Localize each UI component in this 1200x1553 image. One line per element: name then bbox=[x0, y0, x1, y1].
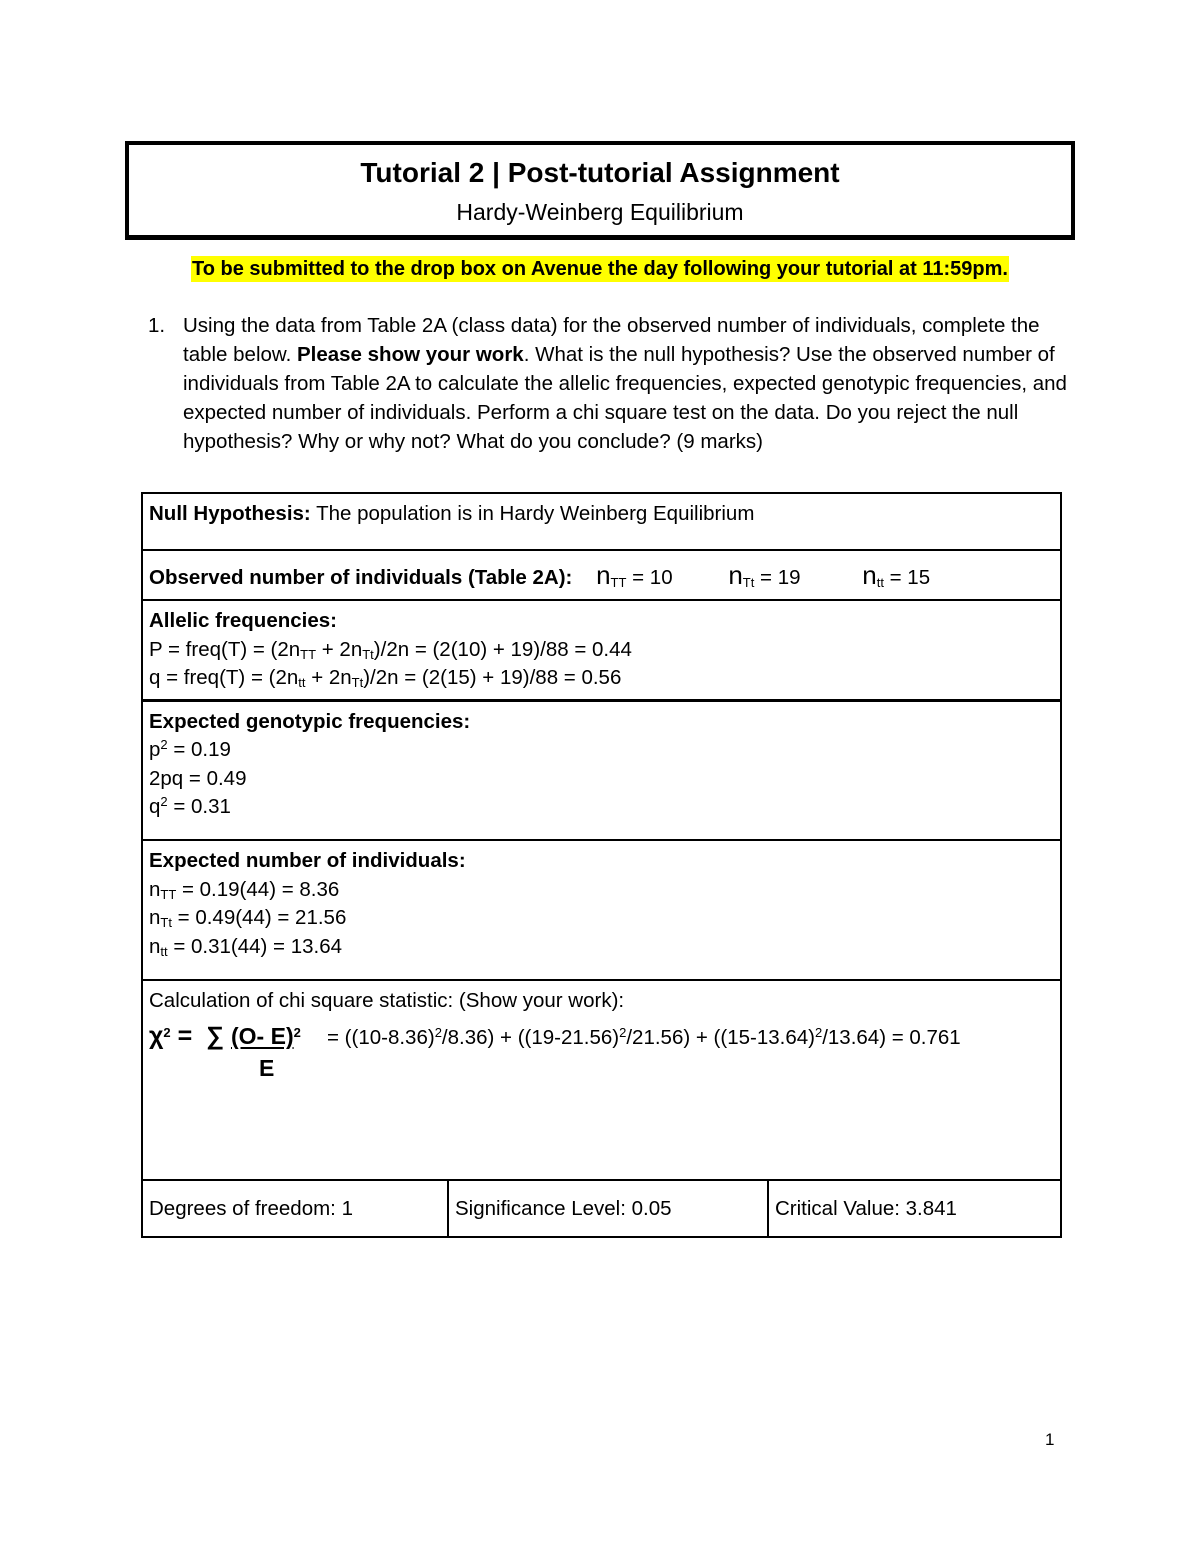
sub-Tt: Tt bbox=[742, 575, 755, 590]
pq-line: 2pq = 0.49 bbox=[149, 766, 247, 790]
observed-cell bbox=[142, 550, 1061, 600]
chi-square-row bbox=[142, 980, 1061, 1180]
sub-TT: TT bbox=[300, 646, 317, 662]
exp-2: 2 bbox=[160, 737, 168, 752]
obs-tt-value: = 15 bbox=[889, 566, 931, 589]
expected-label: Expected number of individuals: bbox=[149, 849, 466, 872]
exp-Tt-line bbox=[149, 904, 1054, 933]
exp-2: 2 bbox=[163, 1024, 171, 1040]
page-number: 1 bbox=[1045, 1430, 1055, 1449]
chi-square-label: Calculation of chi square statistic: (Show your work): bbox=[149, 989, 625, 1012]
question-text bbox=[183, 311, 1068, 456]
chi-calc-3: /21.56) + ((15-13.64) bbox=[626, 1025, 815, 1049]
allelic-row bbox=[142, 600, 1061, 700]
allelic-p-b: + 2n bbox=[316, 637, 363, 661]
n-symbol: n bbox=[149, 906, 161, 929]
n-symbol: n bbox=[149, 877, 161, 901]
exp-tt-value: = 0.31(44) = 13.64 bbox=[167, 934, 343, 958]
degrees-of-freedom: Degrees of freedom: 1 bbox=[142, 1180, 448, 1237]
allelic-p-c: )/2n = (2(10) + 19)/88 = 0.44 bbox=[373, 637, 632, 661]
chi-calc-1: = ((10-8.36) bbox=[327, 1025, 435, 1049]
sub-tt: tt bbox=[298, 675, 306, 690]
title-box bbox=[125, 141, 1075, 240]
sub-tt: tt bbox=[876, 575, 884, 590]
exp-2: 2 bbox=[160, 794, 168, 809]
exp-tt-line bbox=[149, 933, 1054, 962]
exp-2: 2 bbox=[293, 1024, 301, 1040]
stats-row bbox=[142, 1180, 1061, 1237]
allelic-p-line bbox=[149, 636, 1054, 665]
genotypic-cell bbox=[142, 700, 1061, 840]
null-hypothesis-row bbox=[142, 493, 1061, 550]
page-subtitle: Hardy-Weinberg Equilibrium bbox=[456, 199, 744, 225]
obs-TT-value: = 10 bbox=[632, 566, 673, 589]
allelic-p-a: P = freq(T) = (2n bbox=[149, 637, 301, 661]
submission-notice-line bbox=[0, 258, 1200, 281]
sub-Tt: Tt bbox=[362, 646, 374, 662]
null-hypothesis-text: The population is in Hardy Weinberg Equilibrium bbox=[310, 502, 755, 525]
sub-TT: TT bbox=[610, 575, 627, 590]
page-title: Tutorial 2 | Post-tutorial Assignment bbox=[360, 157, 840, 188]
exp-Tt-value: = 0.49(44) = 21.56 bbox=[171, 906, 347, 929]
allelic-q-a: q = freq(T) = (2n bbox=[149, 666, 299, 689]
chi-numerator-2: (O- E) bbox=[231, 1022, 294, 1049]
chi-numerator bbox=[231, 1022, 301, 1051]
allelic-q-c: )/2n = (2(15) + 19)/88 = 0.56 bbox=[363, 666, 622, 689]
exp-2: 2 bbox=[814, 1024, 823, 1040]
chi-denominator: E bbox=[259, 1054, 275, 1081]
chi-calculation bbox=[327, 1024, 961, 1053]
chi-calc-2: /8.36) + ((19-21.56) bbox=[441, 1025, 620, 1049]
obs-Tt-value: = 19 bbox=[760, 566, 801, 589]
exp-2: 2 bbox=[434, 1024, 442, 1040]
question-number: 1. bbox=[148, 314, 166, 337]
expected-cell bbox=[142, 840, 1061, 980]
observed-label: Observed number of individuals (Table 2A): bbox=[149, 566, 573, 589]
chi-square-formula bbox=[149, 1022, 1054, 1092]
critical-value: Critical Value: 3.841 bbox=[768, 1180, 1061, 1237]
n-symbol: n bbox=[149, 934, 161, 958]
significance-level: Significance Level: 0.05 bbox=[448, 1180, 768, 1237]
expected-row bbox=[142, 840, 1061, 980]
p2-line bbox=[149, 736, 1054, 765]
answer-table bbox=[141, 492, 1062, 1238]
allelic-q-line bbox=[149, 664, 1054, 693]
sub-Tt: Tt bbox=[351, 675, 364, 690]
submission-notice: To be submitted to the drop box on Avenue the day following your tutorial at 11:59pm. bbox=[192, 258, 1008, 280]
obs-n-TT: n bbox=[596, 560, 611, 590]
genotypic-row bbox=[142, 700, 1061, 840]
allelic-cell bbox=[142, 600, 1061, 700]
question-1 bbox=[148, 311, 1068, 456]
obs-n-tt: n bbox=[862, 560, 877, 590]
question-text-bold: Please show your work bbox=[296, 343, 524, 366]
chi-symbol: χ bbox=[149, 1021, 164, 1050]
chi-square-cell bbox=[142, 980, 1061, 1180]
question-text-b: . What is the null hypothesis? Use the observed number of individuals from Table 2A to calculate the allelic frequencies, expected genotypic frequencies, and expected number of individuals. Perform a chi square test on the data. Do you reject the null hypothesis? Why or why not? What do you conclude? (9 marks) bbox=[183, 343, 1067, 453]
exp-TT-value: = 0.19(44) = 8.36 bbox=[176, 877, 340, 901]
q2-value: = 0.31 bbox=[167, 795, 231, 818]
null-hypothesis-cell bbox=[142, 493, 1061, 550]
sub-TT: TT bbox=[160, 886, 177, 902]
sub-Tt: Tt bbox=[160, 915, 172, 930]
allelic-label: Allelic frequencies: bbox=[149, 609, 337, 632]
exp-2: 2 bbox=[619, 1024, 627, 1040]
chi-symbol-group bbox=[149, 1022, 238, 1051]
null-hypothesis-label: Null Hypothesis: bbox=[149, 502, 311, 525]
chi-eq: = ∑ bbox=[170, 1021, 238, 1050]
allelic-q-b: + 2n bbox=[305, 666, 352, 689]
observed-row bbox=[142, 550, 1061, 600]
p2-value: = 0.19 bbox=[167, 738, 231, 761]
question-text-a: Using the data from Table 2A (class data) for the observed number of individuals, complete the table below. bbox=[183, 314, 1040, 366]
q-letter: q bbox=[149, 795, 161, 818]
chi-calc-4: /13.64) = 0.761 bbox=[822, 1025, 961, 1049]
q2-line bbox=[149, 793, 1054, 822]
sub-tt: tt bbox=[160, 943, 168, 959]
exp-TT-line bbox=[149, 876, 1054, 905]
p-letter: p bbox=[149, 738, 161, 761]
obs-n-Tt: n bbox=[728, 560, 743, 590]
genotypic-label: Expected genotypic frequencies: bbox=[149, 709, 471, 733]
